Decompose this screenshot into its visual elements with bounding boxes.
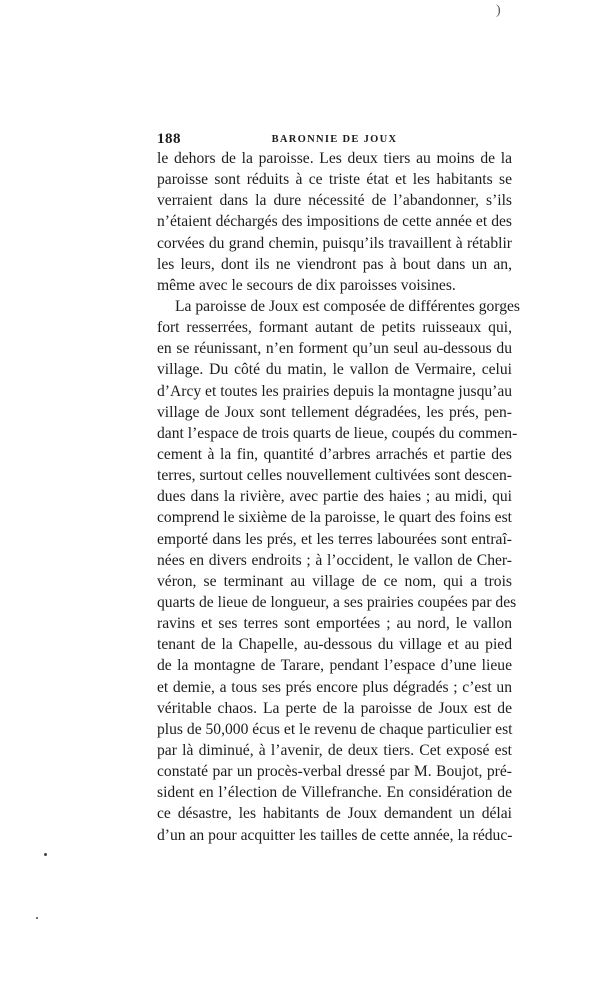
text-line: cement à la fin, quantité d’arbres arrachés et partie des <box>157 445 512 463</box>
text-line: dant l’espace de trois quarts de lieue, coupés du commen- <box>157 424 518 442</box>
text-line: dues dans la rivière, avec partie des haies ; au midi, qui <box>157 488 512 506</box>
text-line: ce désastre, les habitants de Joux demandent un délai <box>157 805 512 823</box>
running-title: BARONNIE DE JOUX <box>271 134 398 145</box>
text-line: verraient dans la dure nécessité de l’abandonner, s’ils <box>157 192 512 210</box>
text-line: fort resserrées, formant autant de petits ruisseaux qui, <box>157 319 512 337</box>
text-line: corvées du grand chemin, puisqu’ils travaillent à rétablir <box>157 234 512 252</box>
text-line: de la montagne de Tarare, pendant l’espace d’une lieue <box>157 657 512 675</box>
text-line: et demie, a tous ses prés encore plus dégradés ; c’est un <box>157 678 512 696</box>
text-line: même avec le secours de dix paroisses voisines. <box>157 276 456 294</box>
text-line: La paroisse de Joux est composée de différentes gorges <box>175 297 520 315</box>
text-line: emporté dans les prés, et les terres labourées sont entraî- <box>157 530 512 548</box>
text-line: village de Joux sont tellement dégradées, les prés, pen- <box>157 403 512 421</box>
scan-speck <box>44 853 47 856</box>
text-line: par là diminué, à l’avenir, de deux tiers. Cet exposé est <box>157 741 512 759</box>
text-line: constaté par un procès-verbal dressé par M. Boujot, pré- <box>157 763 512 781</box>
text-line: sident en l’élection de Villefranche. En considération de <box>157 784 512 802</box>
page-header <box>157 131 512 149</box>
text-line: ravins et ses terres sont emportées ; au nord, le vallon <box>157 615 512 633</box>
page-number: 188 <box>157 131 181 147</box>
text-line: n’étaient déchargés des impositions de cette année et des <box>157 213 512 231</box>
text-line: les leurs, dont ils ne viendront pas à bout dans un an, <box>157 255 512 273</box>
text-line: village. Du côté du matin, le vallon de Vermaire, celui <box>157 361 512 379</box>
text-line: comprend le sixième de la paroisse, le quart des foins est <box>157 509 512 527</box>
text-line: paroisse sont réduits à ce triste état et les habitants se <box>157 171 512 189</box>
text-line: tenant de la Chapelle, au-dessous du village et au pied <box>157 636 512 654</box>
scan-speck <box>36 917 38 919</box>
text-line: d’Arcy et toutes les prairies depuis la montagne jusqu’au <box>157 382 513 400</box>
text-line: véron, se terminant au village de ce nom, qui a trois <box>157 572 512 590</box>
text-line: en se réunissant, n’en forment qu’un seul au-dessous du <box>157 340 512 358</box>
body-text <box>157 148 520 846</box>
text-line: terres, surtout celles nouvellement cultivées sont descen- <box>157 467 512 485</box>
text-line: véritable chaos. La perte de la paroisse de Joux est de <box>157 699 512 717</box>
text-line: quarts de lieue de longueur, a ses prairies coupées par des <box>157 593 517 611</box>
text-line: nées en divers endroits ; à l’occident, le vallon de Cher- <box>157 551 512 569</box>
corner-mark: ) <box>496 3 501 18</box>
text-line: le dehors de la paroisse. Les deux tiers au moins de la <box>157 150 512 167</box>
text-line: plus de 50,000 écus et le revenu de chaque particulier est <box>157 720 513 738</box>
text-line: d’un an pour acquitter les tailles de cette année, la réduc- <box>157 826 513 844</box>
